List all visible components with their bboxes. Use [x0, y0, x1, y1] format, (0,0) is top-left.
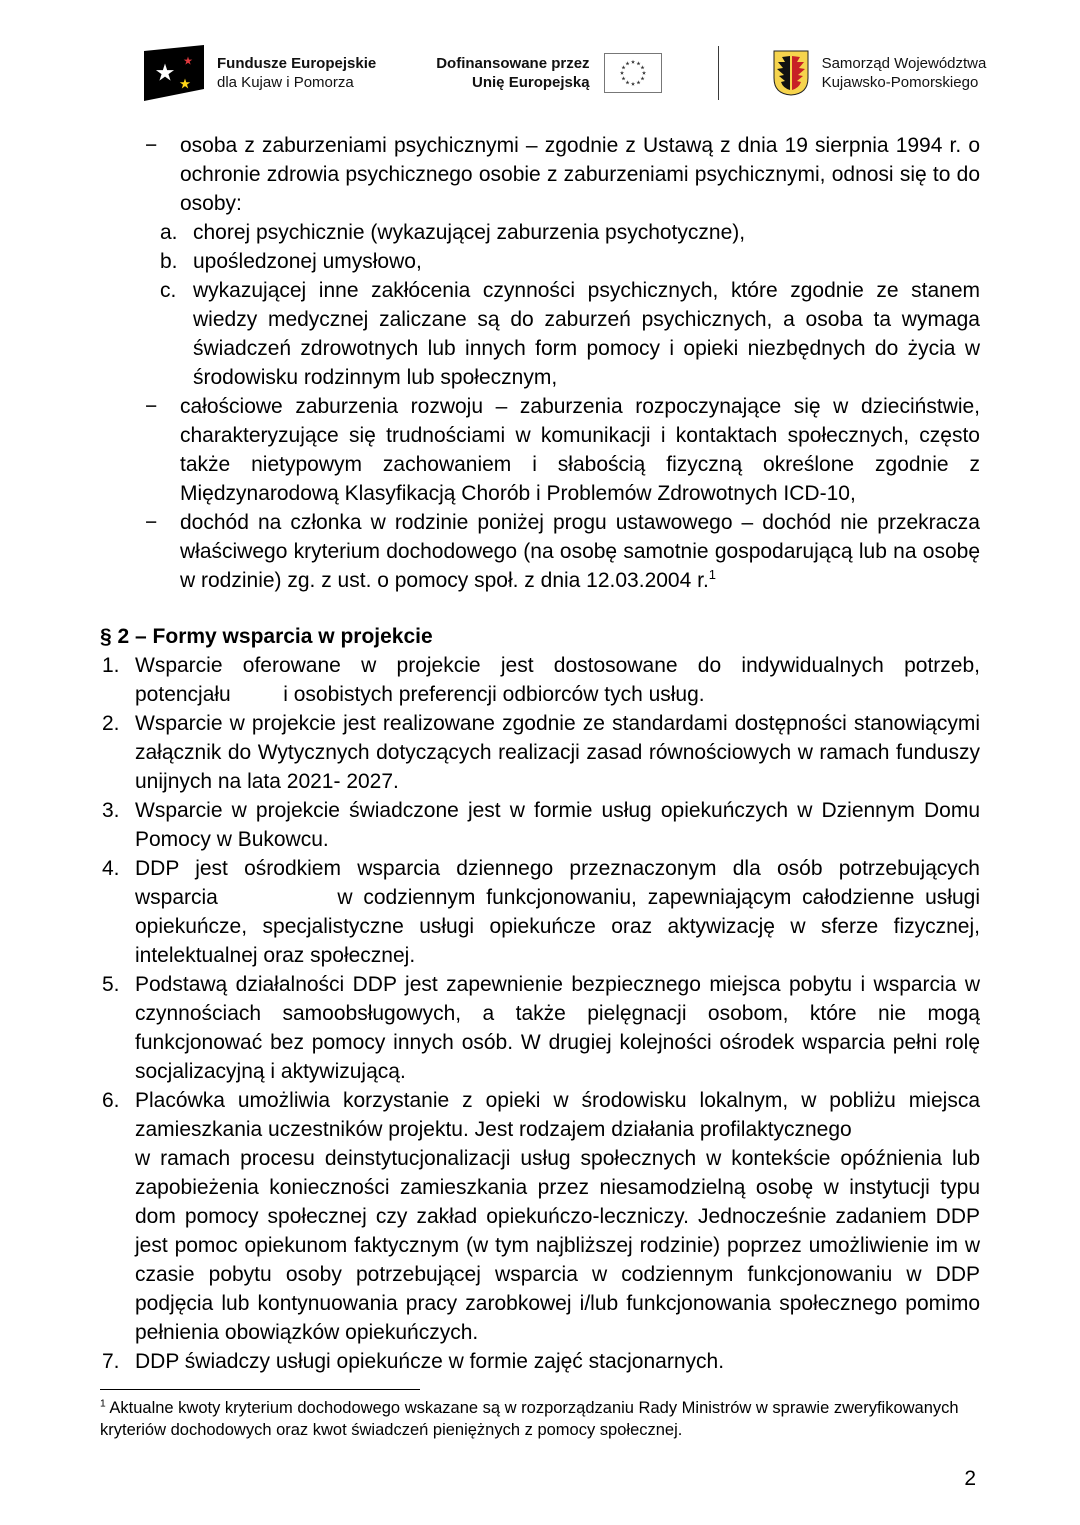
document-body: [100, 131, 980, 1441]
list-marker: −: [145, 134, 158, 157]
header-logo-bar: [143, 44, 986, 102]
list-marker: 6.: [102, 1089, 120, 1112]
list-item-text: DDP jest ośrodkiem wsparcia dziennego przeznaczonym dla osób potrzebujących wsparcia w codziennym funkcjonowaniu, zapewniającym całodzienne usługi opiekuńcze, specjalistyczne usługi opiekuńcze oraz aktywizację w sferze fizycznej, intelektualnej oraz społecznej.: [135, 857, 980, 967]
numbered-list-item: [100, 970, 980, 1086]
logo-eu-cofunding: [436, 53, 661, 93]
letter-list-item: [100, 247, 980, 276]
footnote-text: [100, 1397, 980, 1441]
list-marker: c.: [160, 279, 177, 302]
numbered-list-item: [100, 651, 980, 709]
list-item-text: Wsparcie w projekcie świadczone jest w formie usług opiekuńczych w Dziennym Domu Pomocy w Bukowcu.: [135, 799, 980, 851]
logo-samorzad-line1: Samorząd Województwa: [821, 55, 987, 72]
footnote-reference: 1: [708, 567, 717, 582]
list-item-text-line: Placówka umożliwia korzystanie z opieki w środowisku lokalnym, w pobliżu miejsca zamieszkania uczestników projektu. Jest rodzajem działania profilaktycznego: [135, 1089, 980, 1141]
list-item-text: upośledzonej umysłowo,: [193, 250, 422, 273]
list-marker: 4.: [102, 857, 120, 880]
logo-samorzad-line2: Kujawsko-Pomorskiego: [821, 74, 979, 91]
numbered-list-item: [100, 854, 980, 970]
numbered-list-item: [100, 796, 980, 854]
coat-of-arms-icon: [773, 50, 809, 96]
dash-list-item: [100, 131, 980, 218]
list-item-text: [180, 508, 980, 595]
logo-eu-text: [436, 54, 589, 92]
list-marker: 3.: [102, 799, 120, 822]
list-item-text-continued: w ramach procesu deinstytucjonalizacji usług społecznych w kontekście opóźnienia lub zapobieżenia konieczności zamieszkania przez niesamodzielną osobę w instytucji typu dom pomocy społecznej czy zakład opiekuńczo-leczniczy. Jednocześnie zadaniem DDP jest pomoc opiekunom faktycznym (w tym najbliższej rodzinie) poprzez umożliwienie im w czasie pobytu osoby potrzebującej wsparcia w codziennym funkcjonowaniu w DDP podjęcia lub kontynuowania pracy zarobkowej i/lub funkcjonowania społecznego pomimo pełnienia obowiązków opiekuńczych.: [135, 1147, 980, 1344]
letter-list-item: [100, 276, 980, 392]
logo-fundusze-line1: Fundusze Europejskie: [217, 55, 377, 72]
list-item-text: całościowe zaburzenia rozwoju – zaburzenia rozpoczynające się w dzieciństwie, charakteryzujące się trudnościami w komunikacji i kontaktach społecznych, często także nietypowym zachowaniem i słabością fizyczną określone zgodnie z Międzynarodową Klasyfikacją Chorób i Problemów Zdrowotnych ICD-10,: [180, 395, 980, 505]
list-item-text: osoba z zaburzeniami psychicznymi – zgodnie z Ustawą z dnia 19 sierpnia 1994 r. o ochronie zdrowia psychicznego osobie z zaburzeniami psychicznymi, odnosi się to do osoby:: [180, 134, 980, 215]
footnote-body: Aktualne kwoty kryterium dochodowego wskazane są w rozporządzaniu Rady Ministrów w sprawie zweryfikowanych kryteriów dochodowych oraz kwot świadczeń pieniężnych z pomocy społecznej.: [100, 1399, 959, 1439]
list-marker: b.: [160, 250, 178, 273]
list-marker: a.: [160, 221, 178, 244]
section-heading: § 2 – Formy wsparcia w projekcie: [100, 625, 433, 648]
logo-fundusze-europejskie: [143, 44, 376, 102]
list-item-text: wykazującej inne zakłócenia czynności psychicznych, które zgodnie ze stanem wiedzy medycznej zaliczane są do zaburzeń psychicznych, a osoba ta wymaga świadczeń zdrowotnych lub innych form pomocy i opieki niezbędnych do życia w środowisku rodzinnym lub społecznym,: [193, 279, 980, 389]
numbered-list-item: [100, 1086, 980, 1347]
list-marker: −: [145, 395, 158, 418]
body-text-block: [100, 131, 980, 1376]
list-marker: 7.: [102, 1350, 120, 1373]
list-marker: 2.: [102, 712, 120, 735]
list-marker: 5.: [102, 973, 120, 996]
logo-eu-line1: Dofinansowane przez: [436, 55, 590, 72]
eu-flag-icon: [604, 53, 662, 93]
footnote-marker: 1: [100, 1398, 106, 1410]
list-item-text: Podstawą działalności DDP jest zapewnienie bezpiecznego miejsca pobytu i wsparcia w czynnościach samoobsługowych, a także pielęgnacji osobom, które nie mogą funkcjonować bez pomocy innych osób. W drugiej kolejności ośrodek wsparcia pełni rolę socjalizacyjną i aktywizującą.: [135, 973, 980, 1083]
list-item-text: [135, 1086, 980, 1347]
list-item-text-body: dochód na członka w rodzinie poniżej progu ustawowego – dochód nie przekracza właściwego kryterium dochodowego (na osobę samotnie gospodarującą lub na osobę w rodzinie) zg. z ust. o pomocy społ. z dnia 12.03.2004 r.: [180, 511, 980, 592]
logo-fundusze-text: [217, 54, 376, 92]
letter-list-item: [100, 218, 980, 247]
logo-fundusze-line2: dla Kujaw i Pomorza: [217, 74, 354, 91]
footnote-area: [100, 1389, 980, 1441]
list-item-text: Wsparcie w projekcie jest realizowane zgodnie ze standardami dostępności stanowiącymi załącznik do Wytycznych dotyczących realizacji zasad równościowych w ramach funduszy unijnych na lata 2021- 2027.: [135, 712, 980, 793]
dash-list-item: [100, 508, 980, 595]
page-number: 2: [964, 1467, 976, 1490]
footnote-separator: [100, 1389, 420, 1390]
logo-samorzad-text: [822, 54, 987, 92]
list-item-text: DDP świadczy usługi opiekuńcze w formie zajęć stacjonarnych.: [135, 1350, 725, 1373]
logo-eu-line2: Unię Europejską: [472, 74, 590, 91]
logo-samorzad: [773, 50, 987, 96]
eu-funds-flag-icon: [143, 44, 205, 102]
header-divider: [718, 46, 719, 100]
numbered-list-item: [100, 1347, 980, 1376]
list-marker: −: [145, 511, 158, 534]
numbered-list-item: [100, 709, 980, 796]
list-item-text: Wsparcie oferowane w projekcie jest dostosowane do indywidualnych potrzeb, potencjału i osobistych preferencji odbiorców tych usług.: [135, 654, 980, 706]
dash-list-item: [100, 392, 980, 508]
list-marker: 1.: [102, 654, 120, 677]
list-item-text: chorej psychicznie (wykazującej zaburzenia psychotyczne),: [193, 221, 746, 244]
